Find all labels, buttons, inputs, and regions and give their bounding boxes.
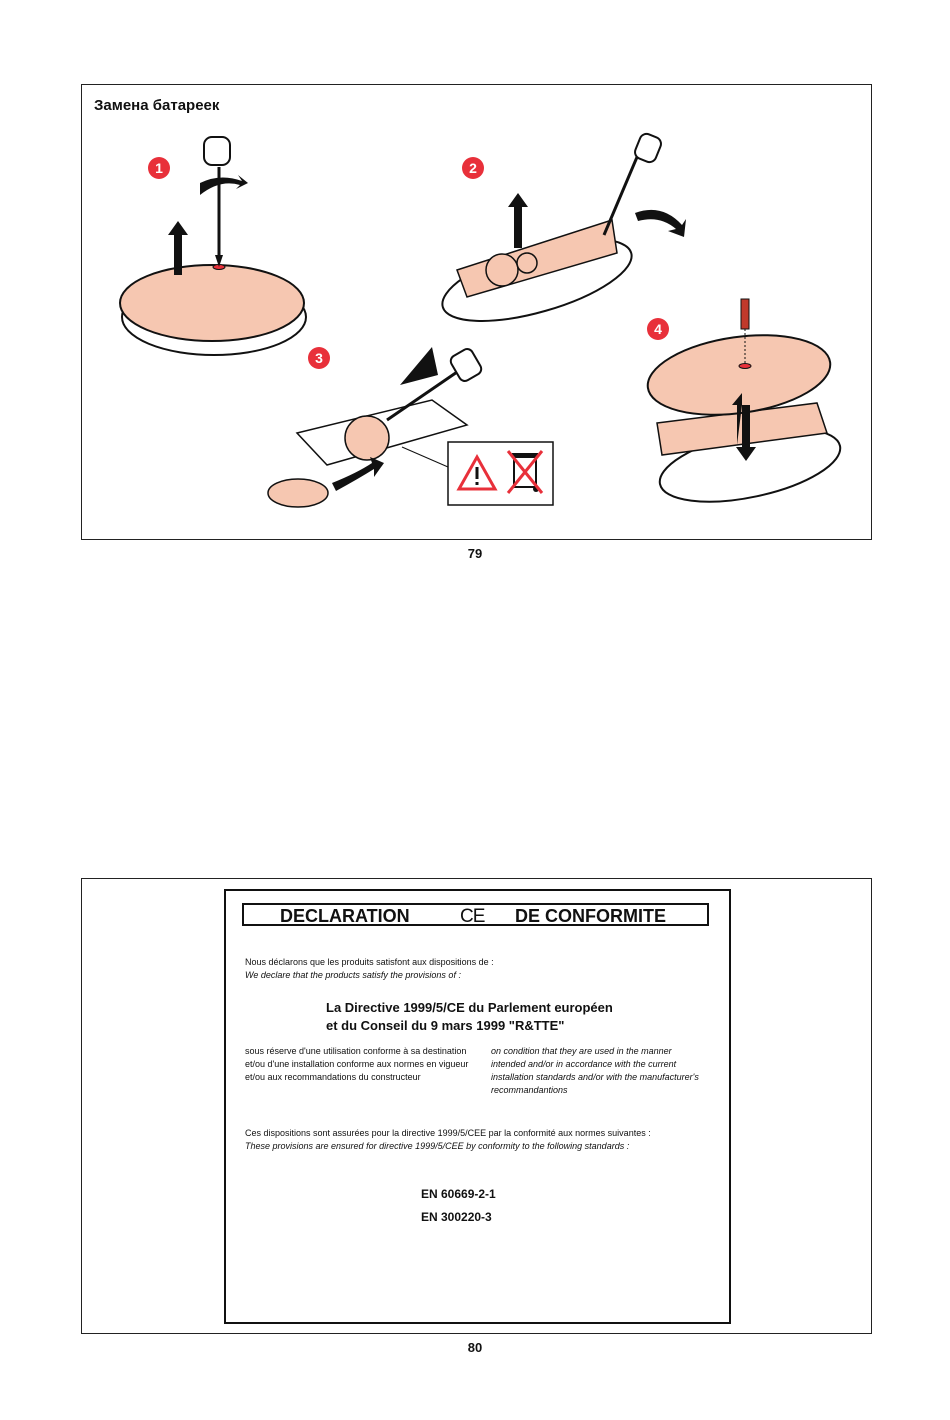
heading-left: DECLARATION [280,906,410,926]
warning-triangle-icon [456,453,498,493]
heading-right: DE CONFORMITE [515,906,666,926]
step-4-badge: 4 [647,318,669,340]
standard-1: EN 60669-2-1 [421,1187,496,1201]
condition-fr: sous réserve d'une utilisation conforme à sa destination et/ou d'une installation conforme aux normes en vigueur et/ou aux recommandations du constructeur [245,1046,469,1082]
ce-mark-icon: CE [460,906,485,927]
page-number-80: 80 [467,1340,483,1355]
standard-2: EN 300220-3 [421,1210,492,1224]
battery-replacement-panel [81,84,872,540]
crossed-out-bin-icon [506,447,546,497]
page-title: Замена батареек [94,97,220,114]
declaration-panel [81,878,872,1334]
directive-line-2: et du Conseil du 9 mars 1999 "R&TTE" [326,1018,565,1033]
declaration-heading [242,903,709,926]
intro-en: We declare that the products satisfy the provisions of : [245,970,461,980]
directive-line-1: La Directive 1999/5/CE du Parlement européen [326,1000,613,1015]
step-2-badge: 2 [462,157,484,179]
step-3-badge: 3 [308,347,330,369]
declaration-frame [224,889,731,1324]
page-number-79: 79 [467,546,483,561]
provisions-fr: Ces dispositions sont assurées pour la directive 1999/5/CEE par la conformité aux normes suivantes : [245,1128,651,1138]
step4-drawing [643,299,847,515]
condition-en: on condition that they are used in the manner intended and/or in accordance with the current installation standards and/or with the manufacturer's recommandantions [491,1046,699,1095]
step-1-badge: 1 [148,157,170,179]
provisions-en: These provisions are ensured for directive 1999/5/CEE by conformity to the following standards : [245,1141,630,1151]
intro-fr: Nous déclarons que les produits satisfont aux dispositions de : [245,957,494,967]
